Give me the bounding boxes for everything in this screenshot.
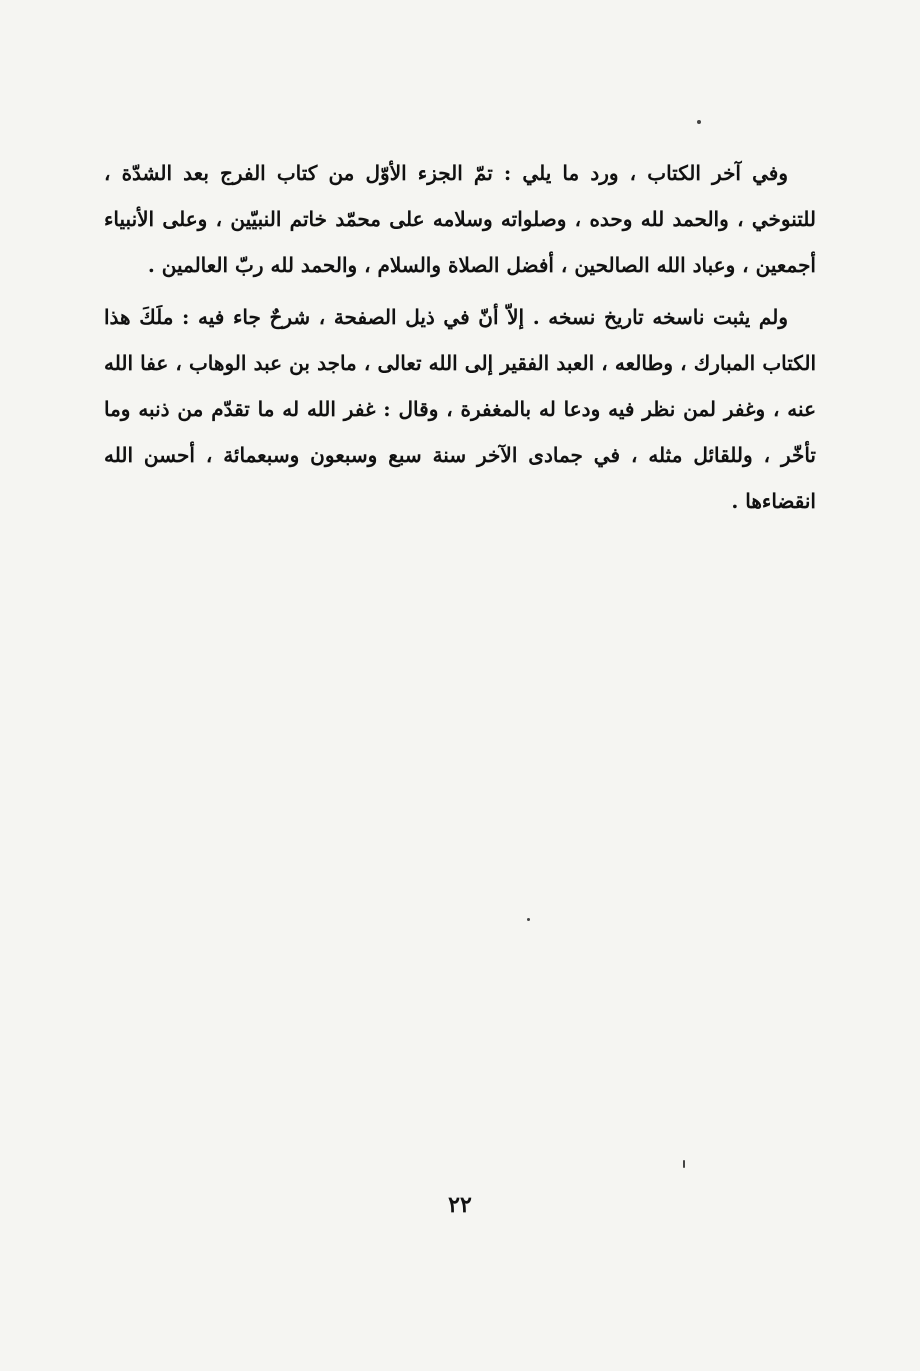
dust-speck bbox=[697, 120, 701, 124]
dust-speck bbox=[527, 918, 530, 921]
paragraph-colophon: وفي آخر الكتاب ، ورد ما يلي : تمّ الجزء الأوّل من كتاب الفرج بعد الشدّة ، للتنوخي ، والحمد لله وحده ، وصلواته وسلامه على محمّد خاتم النبيّين ، وعلى الأنبياء أجمعين ، وعباد الله الصالحين ، أفضل الصلاة والسلام ، والحمد لله ربّ العالمين . bbox=[104, 161, 816, 277]
page-number: ٢٢ bbox=[448, 1192, 472, 1218]
dust-speck bbox=[683, 1160, 685, 1168]
body-text bbox=[104, 150, 816, 524]
paragraph-ownership-note: ولم يثبت ناسخه تاريخ نسخه . إلاّ أنّ في ذيل الصفحة ، شرحٌ جاء فيه : ملَكَ هذا الكتاب المبارك ، وطالعه ، العبد الفقير إلى الله تعالى ، ماجد بن عبد الوهاب ، عفا الله عنه ، وغفر لمن نظر فيه ودعا له بالمغفرة ، وقال : غفر الله له ما تقدّم من ذنبه وما تأخّر ، وللقائل مثله ، في جمادى الآخر سنة سبع وسبعون وسبعمائة ، أحسن الله انقضاءها . bbox=[104, 305, 817, 513]
